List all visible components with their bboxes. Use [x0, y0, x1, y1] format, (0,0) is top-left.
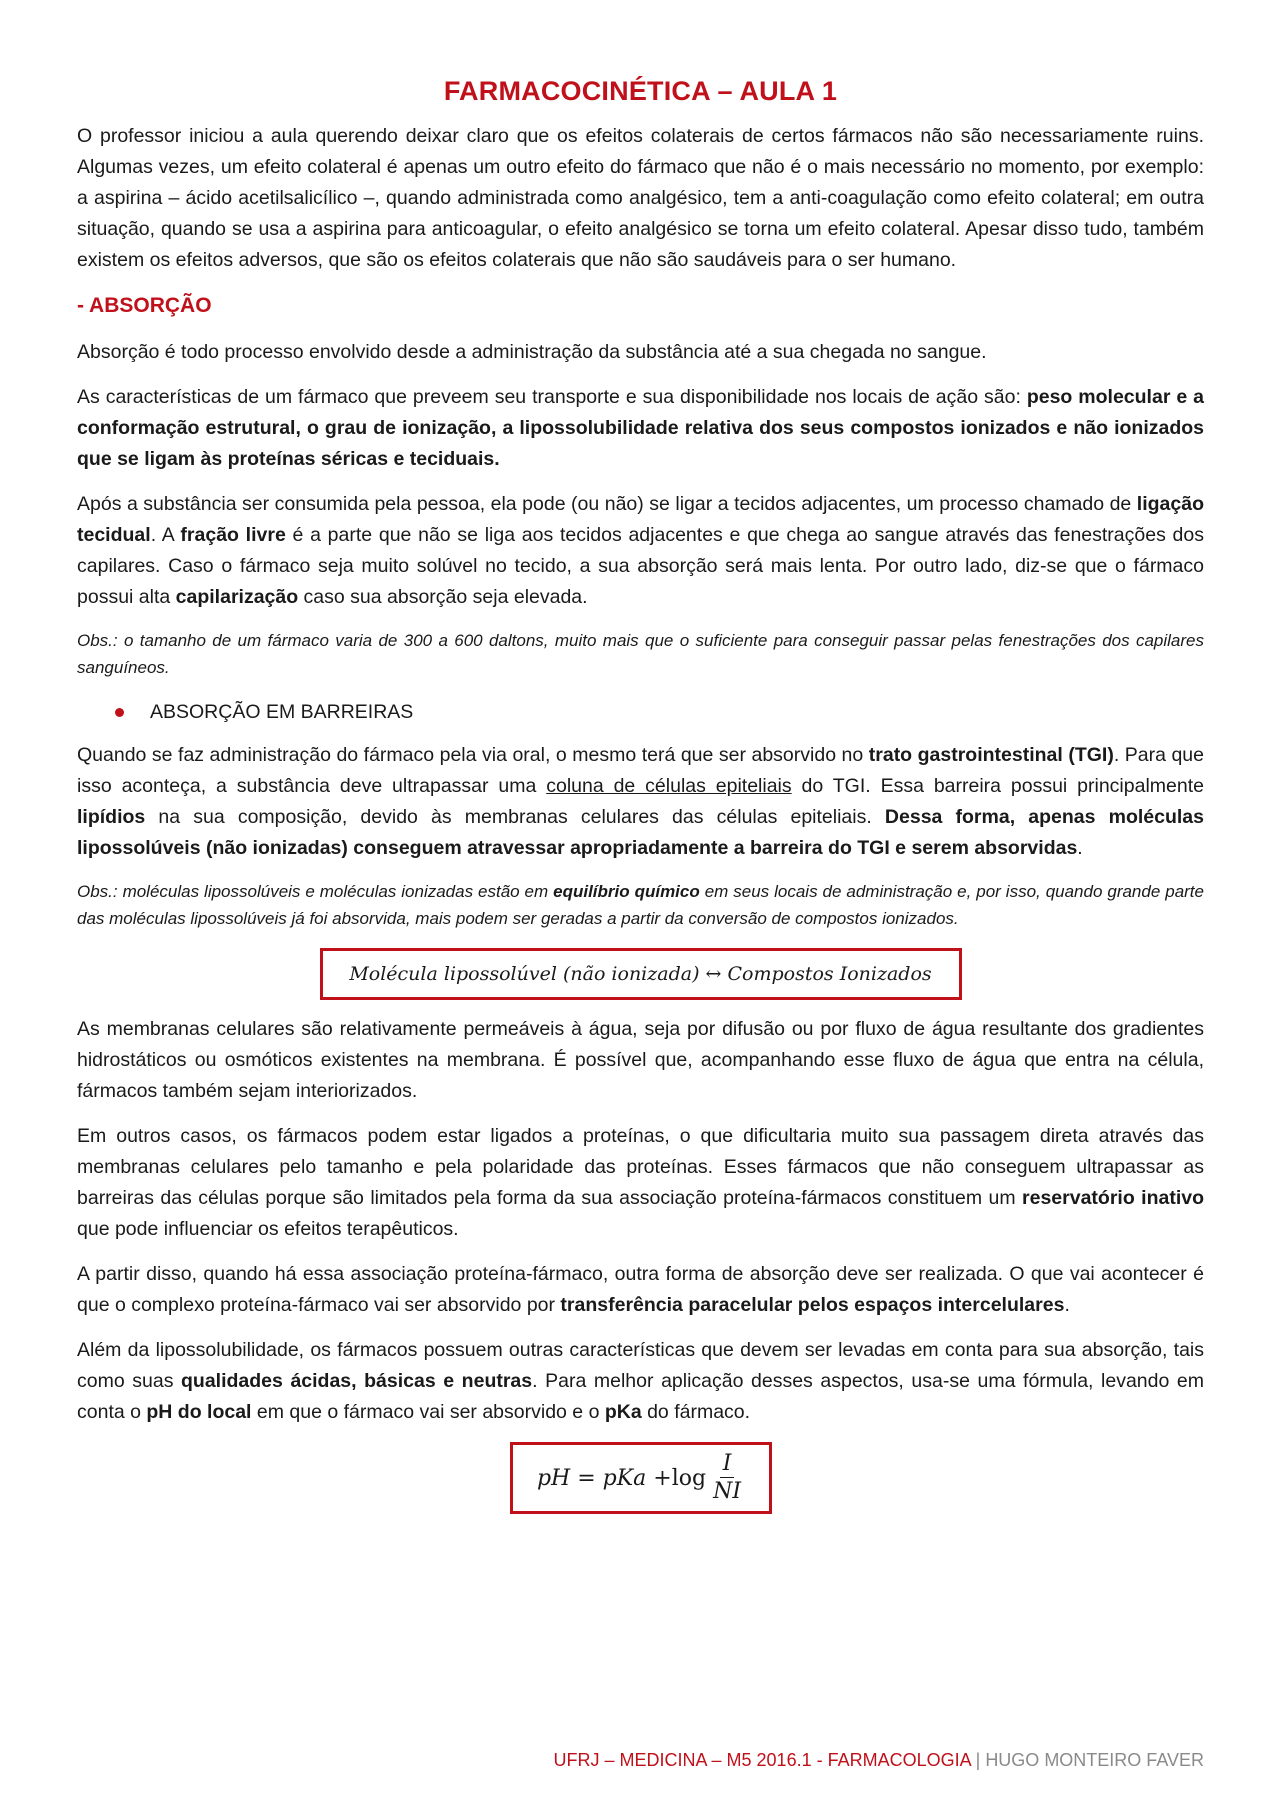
page-title: FARMACOCINÉTICA – AULA 1 — [443, 76, 838, 106]
bullet-dot-icon — [115, 708, 124, 717]
document-page — [77, 76, 1204, 1528]
paragraph-ph: Além da lipossolubilidade, os fármacos possuem outras características que devem ser levadas em conta para sua absorção, tais como suas qualidades ácidas, básicas e neutras. Para melhor aplicação desses aspectos, usa-se uma fórmula, levando em conta o pH do local em que o fármaco vai ser absorvido e o pKa do fármaco. — [77, 1339, 1205, 1423]
paragraph-tissue-binding: Após a substância ser consumida pela pessoa, ela pode (ou não) se ligar a tecidos adjacentes, um processo chamado de ligação tecidual. A fração livre é a parte que não se liga aos tecidos adjacentes e que chega ao sangue através das fenestrações dos capilares. Caso o fármaco seja muito solúvel no tecido, a sua absorção será mais lenta. Por outro lado, diz-se que o fármaco possui alta capilarização caso sua absorção seja elevada. — [77, 493, 1204, 608]
paragraph-paracellular: A partir disso, quando há essa associação proteína-fármaco, outra forma de absorção deve ser realizada. O que vai acontecer é que o complexo proteína-fármaco vai ser absorvido por transferência paracelular pelos espaços intercelulares. — [77, 1263, 1204, 1316]
formula-fraction — [710, 1451, 744, 1506]
footer-course: UFRJ – MEDICINA – M5 2016.1 - FARMACOLOGIA — [553, 1750, 971, 1770]
formula-henderson-box — [510, 1442, 772, 1514]
page-footer — [0, 1750, 1204, 1771]
intro-paragraph: O professor iniciou a aula querendo deixar claro que os efeitos colaterais de certos fármacos não são necessariamente ruins. Algumas vezes, um efeito colateral é apenas um outro efeito do fármaco que não é o mais necessário no momento, por exemplo: a aspirina – ácido acetilsalicílico –, quando administrada como analgésico, tem a anti-coagulação como efeito colateral; em outra situação, quando se usa a aspirina para anticoagular, o efeito analgésico se torna um efeito colateral. Apesar disso tudo, também existem os efeitos adversos, que são os efeitos colaterais que não são saudáveis para o ser humano. — [77, 125, 1204, 271]
paragraph-characteristics: As características de um fármaco que preveem seu transporte e sua disponibilidade nos locais de ação são: peso molecular e a conformação estrutural, o grau de ionização, a lipossolubilidade relativa dos seus compostos ionizados e não ionizados que se ligam às proteínas séricas e teciduais. — [77, 386, 1204, 470]
bullet-barriers — [115, 697, 1204, 728]
formula-lhs: pH = pKa + — [536, 1465, 672, 1491]
formula-denominator: NI — [713, 1478, 742, 1504]
formula-log: log — [671, 1465, 707, 1491]
section-heading-absorcao: - ABSORÇÃO — [77, 294, 212, 317]
formula-numerator: I — [720, 1451, 735, 1478]
footer-author: HUGO MONTEIRO FAVER — [985, 1750, 1204, 1770]
formula-equilibrium-box: Molécula lipossolúvel (não ionizada) ↔ Compostos Ionizados — [320, 948, 962, 1000]
paragraph-oral-route: Quando se faz administração do fármaco pela via oral, o mesmo terá que ser absorvido no trato gastrointestinal (TGI). Para que isso aconteça, a substância deve ultrapassar uma coluna de células epiteliais do TGI. Essa barreira possui principalmente lipídios na sua composição, devido às membranas celulares das células epiteliais. Dessa forma, apenas moléculas lipossolúveis (não ionizadas) conseguem atravessar apropriadamente a barreira do TGI e serem absorvidas. — [77, 744, 1204, 859]
observation-size: Obs.: o tamanho de um fármaco varia de 300 a 600 daltons, muito mais que o suficiente para conseguir passar pelas fenestrações dos capilares sanguíneos. — [77, 631, 1204, 677]
bullet-label: ABSORÇÃO EM BARREIRAS — [150, 701, 414, 723]
observation-equilibrium: Obs.: moléculas lipossolúveis e moléculas ionizadas estão em equilíbrio químico em seus locais de administração e, por isso, quando grande parte das moléculas lipossolúveis já foi absorvida, mais podem ser geradas a partir da conversão de compostos ionizados. — [77, 882, 1204, 928]
paragraph-proteins: Em outros casos, os fármacos podem estar ligados a proteínas, o que dificultaria muito sua passagem direta através das membranas celulares pelo tamanho e pela polaridade das proteínas. Esses fármacos que não conseguem ultrapassar as barreiras das células porque são limitados pela forma da sua associação proteína-fármacos constituem um reservatório inativo que pode influenciar os efeitos terapêuticos. — [77, 1125, 1204, 1240]
paragraph-definition: Absorção é todo processo envolvido desde a administração da substância até a sua chegada no sangue. — [77, 341, 987, 363]
paragraph-membranes: As membranas celulares são relativamente permeáveis à água, seja por difusão ou por fluxo de água resultante dos gradientes hidrostáticos ou osmóticos existentes na membrana. É possível que, acompanhando esse fluxo de água que entra na célula, fármacos também sejam interiorizados. — [77, 1018, 1204, 1102]
footer-separator: | — [970, 1750, 986, 1770]
